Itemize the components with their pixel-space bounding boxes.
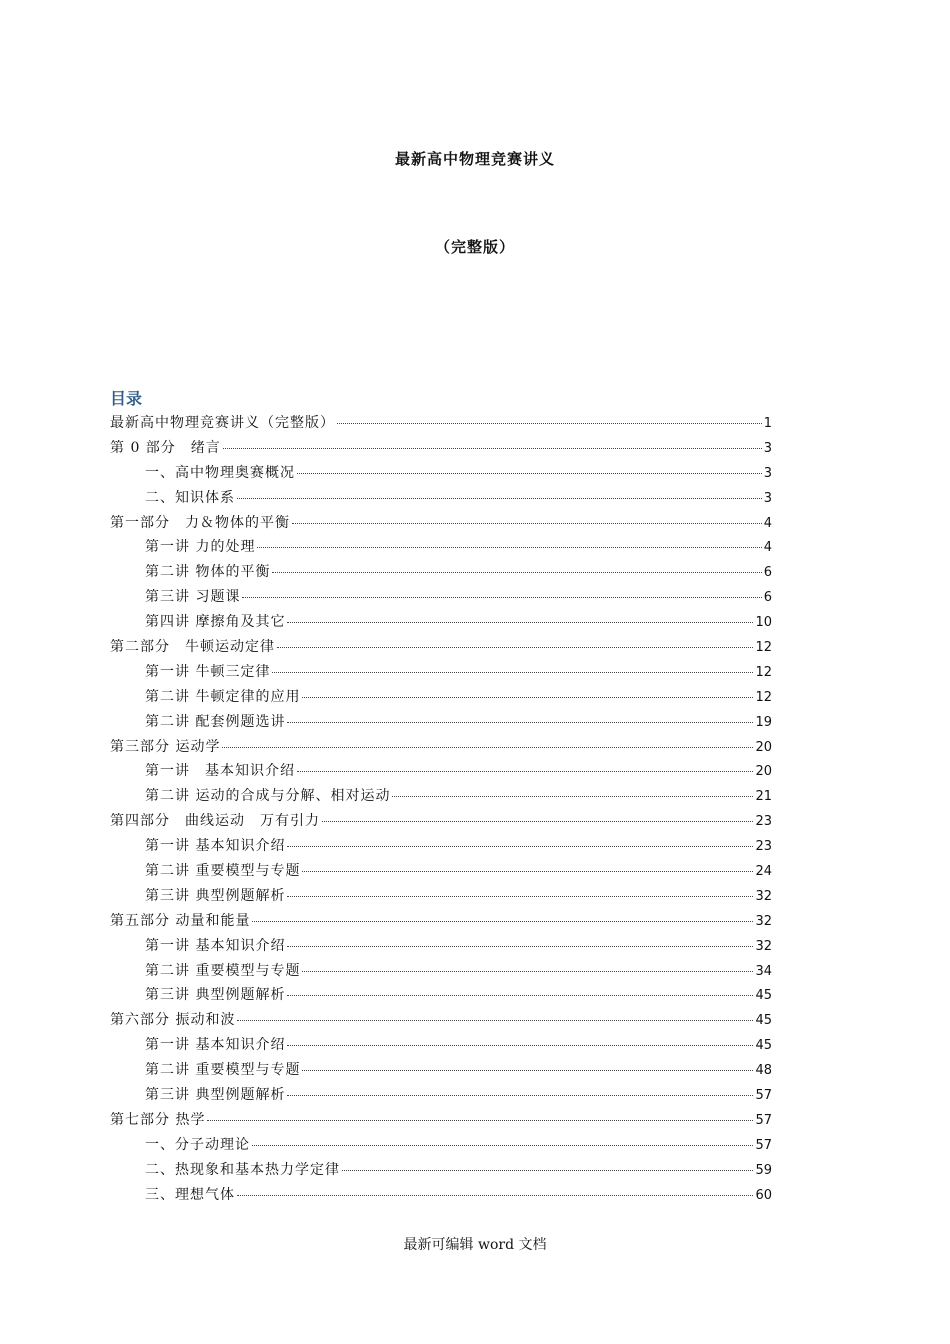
toc-entry-title: 第一讲 基本知识介绍: [145, 763, 295, 780]
toc-dot-leader: [297, 465, 762, 474]
toc-entry-page: 20: [755, 764, 772, 780]
toc-entry[interactable]: [110, 1084, 772, 1109]
toc-entry-title: 一、分子动理论: [145, 1136, 250, 1153]
toc-entry[interactable]: [110, 636, 772, 661]
toc-dot-leader: [252, 913, 753, 922]
toc-entry[interactable]: [110, 462, 772, 487]
toc-entry[interactable]: [110, 1109, 772, 1134]
toc-dot-leader: [207, 1112, 753, 1121]
toc-dot-leader: [272, 564, 761, 573]
toc-dot-leader: [277, 639, 753, 648]
toc-entry-title: 第 0 部分 绪言: [110, 439, 221, 456]
toc-entry-title: 第七部分 热学: [110, 1111, 206, 1128]
toc-entry-page: 57: [755, 1137, 772, 1153]
toc-dot-leader: [322, 813, 753, 822]
toc-entry-page: 32: [755, 913, 772, 929]
toc-dot-leader: [287, 938, 753, 947]
toc-entry-page: 19: [755, 714, 772, 730]
toc-entry[interactable]: [110, 536, 772, 561]
document-title: 最新高中物理竞赛讲义: [394, 150, 555, 168]
toc-entry-title: 第一讲 牛顿三定律: [145, 663, 271, 680]
toc-entry[interactable]: [110, 512, 772, 537]
toc-entry-page: 4: [763, 515, 772, 531]
toc-dot-leader: [223, 440, 762, 449]
toc-dot-leader: [287, 714, 753, 723]
toc-entry-title: 第三讲 典型例题解析: [145, 887, 286, 904]
toc-entry[interactable]: [110, 810, 772, 835]
toc-dot-leader: [287, 838, 753, 847]
toc-dot-leader: [287, 614, 753, 623]
toc-entry-title: 第二讲 牛顿定律的应用: [145, 688, 301, 705]
page-footer: 最新可编辑 word 文档: [403, 1237, 547, 1253]
toc-dot-leader: [252, 1137, 753, 1146]
toc-entry-page: 21: [755, 789, 772, 805]
toc-entry[interactable]: [110, 1134, 772, 1159]
toc-entry[interactable]: [110, 910, 772, 935]
toc-entry-page: 23: [755, 839, 772, 855]
toc-entry-page: 60: [755, 1187, 772, 1203]
toc-entry-title: 第一讲 基本知识介绍: [145, 838, 286, 855]
toc-entry-page: 10: [755, 615, 772, 631]
toc-dot-leader: [237, 1012, 753, 1021]
toc-entry[interactable]: [110, 1159, 772, 1184]
toc-dot-leader: [287, 1037, 753, 1046]
toc-entry-page: 24: [755, 864, 772, 880]
toc-entry[interactable]: [110, 1034, 772, 1059]
toc-entry-page: 59: [755, 1162, 772, 1178]
toc-dot-leader: [237, 1187, 753, 1196]
toc-entry-title: 第二讲 配套例题选讲: [145, 713, 286, 730]
toc-dot-leader: [242, 589, 761, 598]
toc-entry-title: 第二讲 重要模型与专题: [145, 1062, 301, 1079]
toc-entry-title: 第二讲 物体的平衡: [145, 564, 271, 581]
toc-entry[interactable]: [110, 586, 772, 611]
toc-entry[interactable]: [110, 686, 772, 711]
toc-entry-title: 第三部分 运动学: [110, 738, 221, 755]
toc-entry-page: 12: [755, 689, 772, 705]
toc-entry-page: 6: [763, 565, 772, 581]
toc-entry-title: 第三讲 习题课: [145, 589, 241, 606]
toc-entry[interactable]: [110, 1009, 772, 1034]
toc-entry[interactable]: [110, 412, 772, 437]
toc-entry-page: 3: [763, 440, 772, 456]
toc-entry-page: 32: [755, 888, 772, 904]
toc-dot-leader: [292, 515, 762, 524]
toc-entry-title: 第六部分 振动和波: [110, 1012, 236, 1029]
toc-dot-leader: [392, 788, 753, 797]
toc-entry-title: 二、热现象和基本热力学定律: [145, 1161, 340, 1178]
toc-entry-title: 第一讲 力的处理: [145, 539, 256, 556]
toc-entry-title: 最新高中物理竞赛讲义（完整版）: [110, 415, 335, 431]
toc-entry-page: 20: [755, 739, 772, 755]
toc-entry-page: 6: [763, 590, 772, 606]
toc-entry-title: 第一讲 基本知识介绍: [145, 937, 286, 954]
toc-dot-leader: [302, 863, 753, 872]
toc-entry-page: 45: [755, 988, 772, 1004]
toc-entry-title: 第四讲 摩擦角及其它: [145, 614, 286, 631]
toc-entry[interactable]: [110, 437, 772, 462]
toc-entry-title: 第二部分 牛顿运动定律: [110, 639, 275, 656]
toc-entry[interactable]: [110, 760, 772, 785]
toc-entry-page: 32: [755, 938, 772, 954]
toc-entry-page: 48: [755, 1063, 772, 1079]
toc-dot-leader: [222, 739, 753, 748]
toc-entry[interactable]: [110, 885, 772, 910]
toc-entry[interactable]: [110, 935, 772, 960]
toc-entry-page: 45: [755, 1038, 772, 1054]
toc-entry-title: 一、高中物理奥赛概况: [145, 464, 295, 481]
toc-entry-title: 二、知识体系: [145, 489, 235, 506]
toc-entry[interactable]: [110, 1059, 772, 1084]
toc-dot-leader: [257, 539, 761, 548]
toc-dot-leader: [272, 664, 753, 673]
toc-entry-page: 4: [763, 540, 772, 556]
toc-entry[interactable]: [110, 661, 772, 686]
toc-entry-title: 第二讲 重要模型与专题: [145, 863, 301, 880]
toc-entry[interactable]: [110, 1184, 772, 1209]
toc-entry[interactable]: [110, 835, 772, 860]
toc-entry[interactable]: [110, 487, 772, 512]
toc-entry-page: 12: [755, 640, 772, 656]
toc-dot-leader: [287, 987, 753, 996]
toc-entry-title: 第五部分 动量和能量: [110, 912, 251, 929]
toc-entry-page: 34: [755, 963, 772, 979]
toc-entry-page: 45: [755, 1013, 772, 1029]
toc-entry[interactable]: [110, 860, 772, 885]
toc-entry-title: 第一讲 基本知识介绍: [145, 1037, 286, 1054]
toc-entry-title: 第三讲 典型例题解析: [145, 1087, 286, 1104]
toc-entry[interactable]: [110, 561, 772, 586]
toc-dot-leader: [302, 689, 753, 698]
toc-dot-leader: [302, 963, 753, 972]
toc-dot-leader: [287, 888, 753, 897]
toc-entry[interactable]: [110, 984, 772, 1009]
toc-dot-leader: [337, 415, 762, 424]
toc-dot-leader: [297, 763, 753, 772]
document-subtitle: （完整版）: [434, 238, 515, 256]
toc-entry[interactable]: [110, 611, 772, 636]
toc-entry-page: 1: [763, 416, 772, 431]
toc-entry-title: 三、理想气体: [145, 1186, 235, 1203]
toc-entry[interactable]: [110, 736, 772, 761]
toc-dot-leader: [237, 490, 762, 499]
toc-entry-page: 3: [763, 465, 772, 481]
toc-entry-page: 12: [755, 664, 772, 680]
toc-dot-leader: [302, 1062, 753, 1071]
toc-entry[interactable]: [110, 711, 772, 736]
toc-entry[interactable]: [110, 785, 772, 810]
toc-entry-title: 第一部分 力＆物体的平衡: [110, 514, 290, 531]
toc-entry-page: 23: [755, 814, 772, 830]
table-of-contents: [110, 412, 772, 1209]
toc-entry-page: 57: [755, 1112, 772, 1128]
toc-entry-title: 第三讲 典型例题解析: [145, 987, 286, 1004]
toc-entry[interactable]: [110, 960, 772, 985]
toc-entry-title: 第四部分 曲线运动 万有引力: [110, 813, 320, 830]
toc-entry-page: 3: [763, 490, 772, 506]
toc-entry-title: 第二讲 运动的合成与分解、相对运动: [145, 788, 391, 805]
toc-entry-title: 第二讲 重要模型与专题: [145, 962, 301, 979]
toc-heading: 目录: [110, 389, 143, 408]
toc-entry-page: 57: [755, 1088, 772, 1104]
toc-dot-leader: [342, 1162, 753, 1171]
toc-dot-leader: [287, 1087, 753, 1096]
